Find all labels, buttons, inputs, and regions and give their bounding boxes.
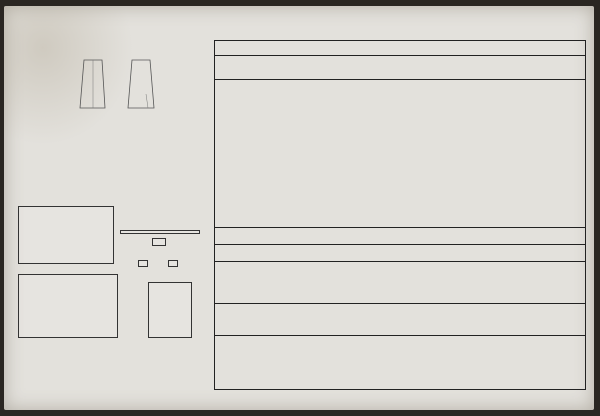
divider: [215, 79, 585, 80]
divider: [215, 244, 585, 245]
skirt-sketches: [68, 56, 168, 116]
divider: [215, 303, 585, 304]
piece-b: [120, 230, 200, 234]
piece-g: [138, 260, 148, 267]
pattern-envelope: [4, 6, 594, 410]
piece-f: [168, 260, 178, 267]
left-panel: [12, 46, 210, 416]
divider: [215, 335, 585, 336]
piece-e: [148, 282, 192, 338]
divider: [215, 261, 585, 262]
piece-a: [18, 206, 114, 264]
divider: [215, 227, 585, 228]
yardage-table: [214, 40, 586, 390]
divider: [215, 55, 585, 56]
piece-c: [152, 238, 166, 246]
piece-d: [18, 274, 118, 338]
